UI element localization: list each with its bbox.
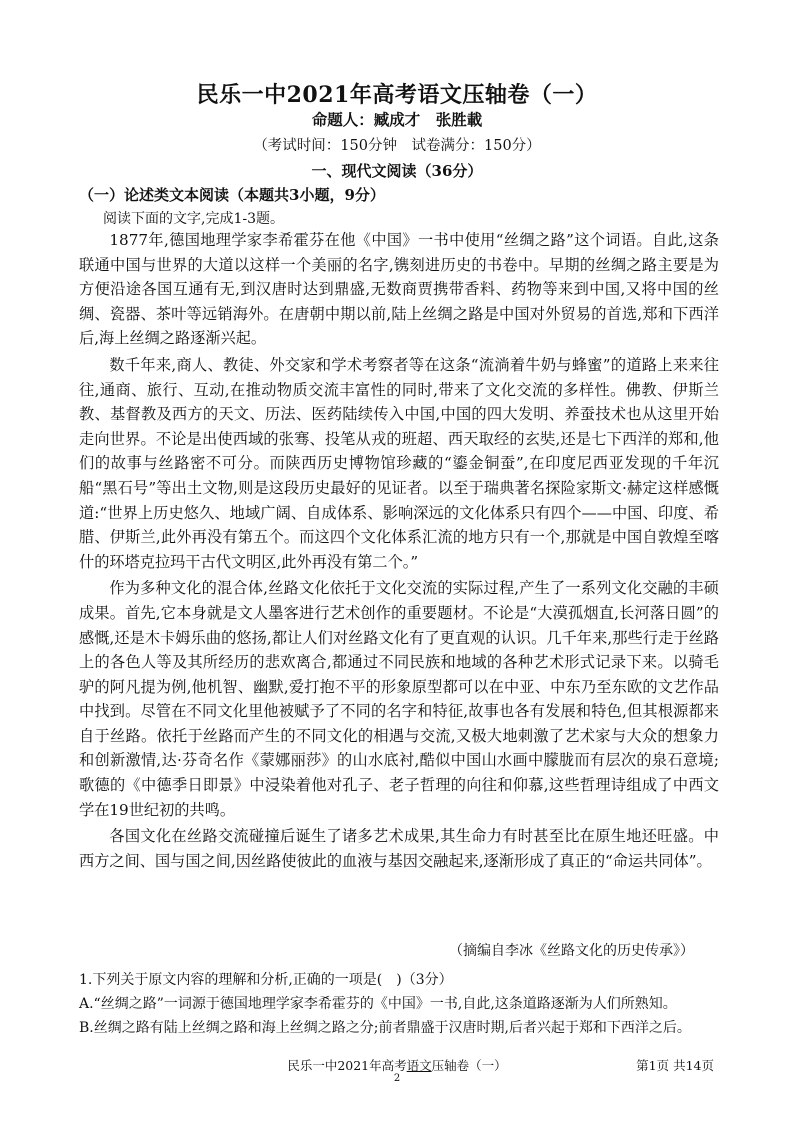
passage-paragraph: 作为多种文化的混合体,丝路文化依托于文化交流的实际过程,产生了一系列文化交融的丰硕成果。首先,它本身就是文人墨客进行艺术创作的重要题材。不论是“大漠孤烟直,长河落日圆”的感慨,还是木卡姆乐曲的悠扬,都让人们对丝路文化有了更直观的认识。几千年来,那些行走于丝路上的各色人等及其所经历的悲欢离合,都通过不同民族和地域的各种艺术形式记录下来。以骑毛驴的阿凡提为例,他机智、幽默,爱打抱不平的形象原型都可以在中亚、中东乃至东欧的文艺作品中找到。尽管在不同文化里他被赋予了不同的名字和特征,故事也各有发展和特色,但其根源都来自于丝路。依托于丝路而产生的不同文化的相遇与交流,又极大地刺激了艺术家与大众的想象力和创新激情,达·芬奇名作《蒙娜丽莎》的山水底衬,酷似中国山水画中朦胧而有层次的泉石意境;歌德的《中德季日即景》中浸染着他对孔子、老子哲理的向往和仰慕,这些哲理诗组成了中西文学在19世纪初的共鸣。 xyxy=(79,579,719,819)
footer-page-number: 2 xyxy=(393,1073,401,1084)
question-block xyxy=(79,968,739,1040)
question-1-option-b: B.丝绸之路有陆上丝绸之路和海上丝绸之路之分;前者鼎盛于汉唐时期,后者兴起于郑和下西洋之后。 xyxy=(79,1020,691,1036)
footer-page-info: 第1页 共14页 xyxy=(636,1058,714,1073)
passage-paragraph: 数千年来,商人、教徒、外交家和学术考察者等在这条“流淌着牛奶与蜂蜜”的道路上来来往往,通商、旅行、互动,在推动物质交流丰富性的同时,带来了文化交流的多样性。佛教、伊斯兰教、基督教及西方的天文、历法、医药陆续传入中国,中国的四大发明、养蚕技术也从这里开始走向世界。不论是出使西域的张骞、投笔从戎的班超、西天取经的玄奘,还是七下西洋的郑和,他们的故事与丝路密不可分。而陕西历史博物馆珍藏的“鎏金铜蚕”,在印度尼西亚发现的千年沉船“黑石号”等出土文物,则是这段历史最好的见证者。以至于瑞典著名探险家斯文·赫定这样感慨道:“世界上历史悠久、地域广阔、自成体系、影响深远的文化体系只有四个——中国、印度、希腊、伊斯兰,此外再没有第五个。而这四个文化体系汇流的地方只有一个,那就是中国自敦煌至喀什的环塔克拉玛干古代文明区,此外再没有第二个。” xyxy=(79,355,719,571)
authors-line: 命题人：臧成才 张胜載 xyxy=(311,110,483,129)
passage-paragraph: 1877年,德国地理学家李希霍芬在他《中国》一书中使用“丝绸之路”这个词语。自此,这条联通中国与世界的大道以这样一个美丽的名字,镌刻进历史的书卷中。早期的丝绸之路主要是为方便沿途各国互通有无,到汉唐时达到鼎盛,无数商贾携带香料、药物等来到中国,又将中国的丝绸、瓷器、茶叶等远销海外。在唐朝中期以前,陆上丝绸之路是中国对外贸易的首选,郑和下西洋后,海上丝绸之路逐渐兴起。 xyxy=(79,231,719,348)
subsection-heading: （一）论述类文本阅读（本题共3小题，9分） xyxy=(79,186,385,204)
question-1-option-a: A.“丝绸之路”一词源于德国地理学家李希霍芬的《中国》一书,自此,这条道路逐渐为人们所熟知。 xyxy=(79,996,677,1012)
passage-paragraph: 各国文化在丝路交流碰撞后诞生了诸多艺术成果,其生命力有时甚至比在原生地还旺盛。中西方之间、国与国之间,因丝路使彼此的血液与基因交融起来,逐渐形成了真正的“命运共同体”。 xyxy=(79,827,719,870)
footer-title-suffix: 压轴卷（一） xyxy=(431,1058,507,1073)
passage-source: （摘编自李冰《丝路文化的历史传承》） xyxy=(449,943,694,959)
footer-title-prefix: 民乐一中2021年高考 xyxy=(287,1058,407,1073)
footer-title-underlined: 语文 xyxy=(406,1058,432,1073)
reading-instruction: 阅读下面的文字,完成1-3题。 xyxy=(103,211,284,227)
passage-body xyxy=(79,228,719,875)
exam-title: 民乐一中2021年高考语文压轴卷（一） xyxy=(196,82,598,108)
section-heading: 一、现代文阅读（36分） xyxy=(311,162,483,180)
question-1-stem: 1.下列关于原文内容的理解和分析,正确的一项是( )（3分） xyxy=(79,972,453,988)
exam-info: （考试时间：150分钟 试卷满分：150分） xyxy=(253,138,541,154)
